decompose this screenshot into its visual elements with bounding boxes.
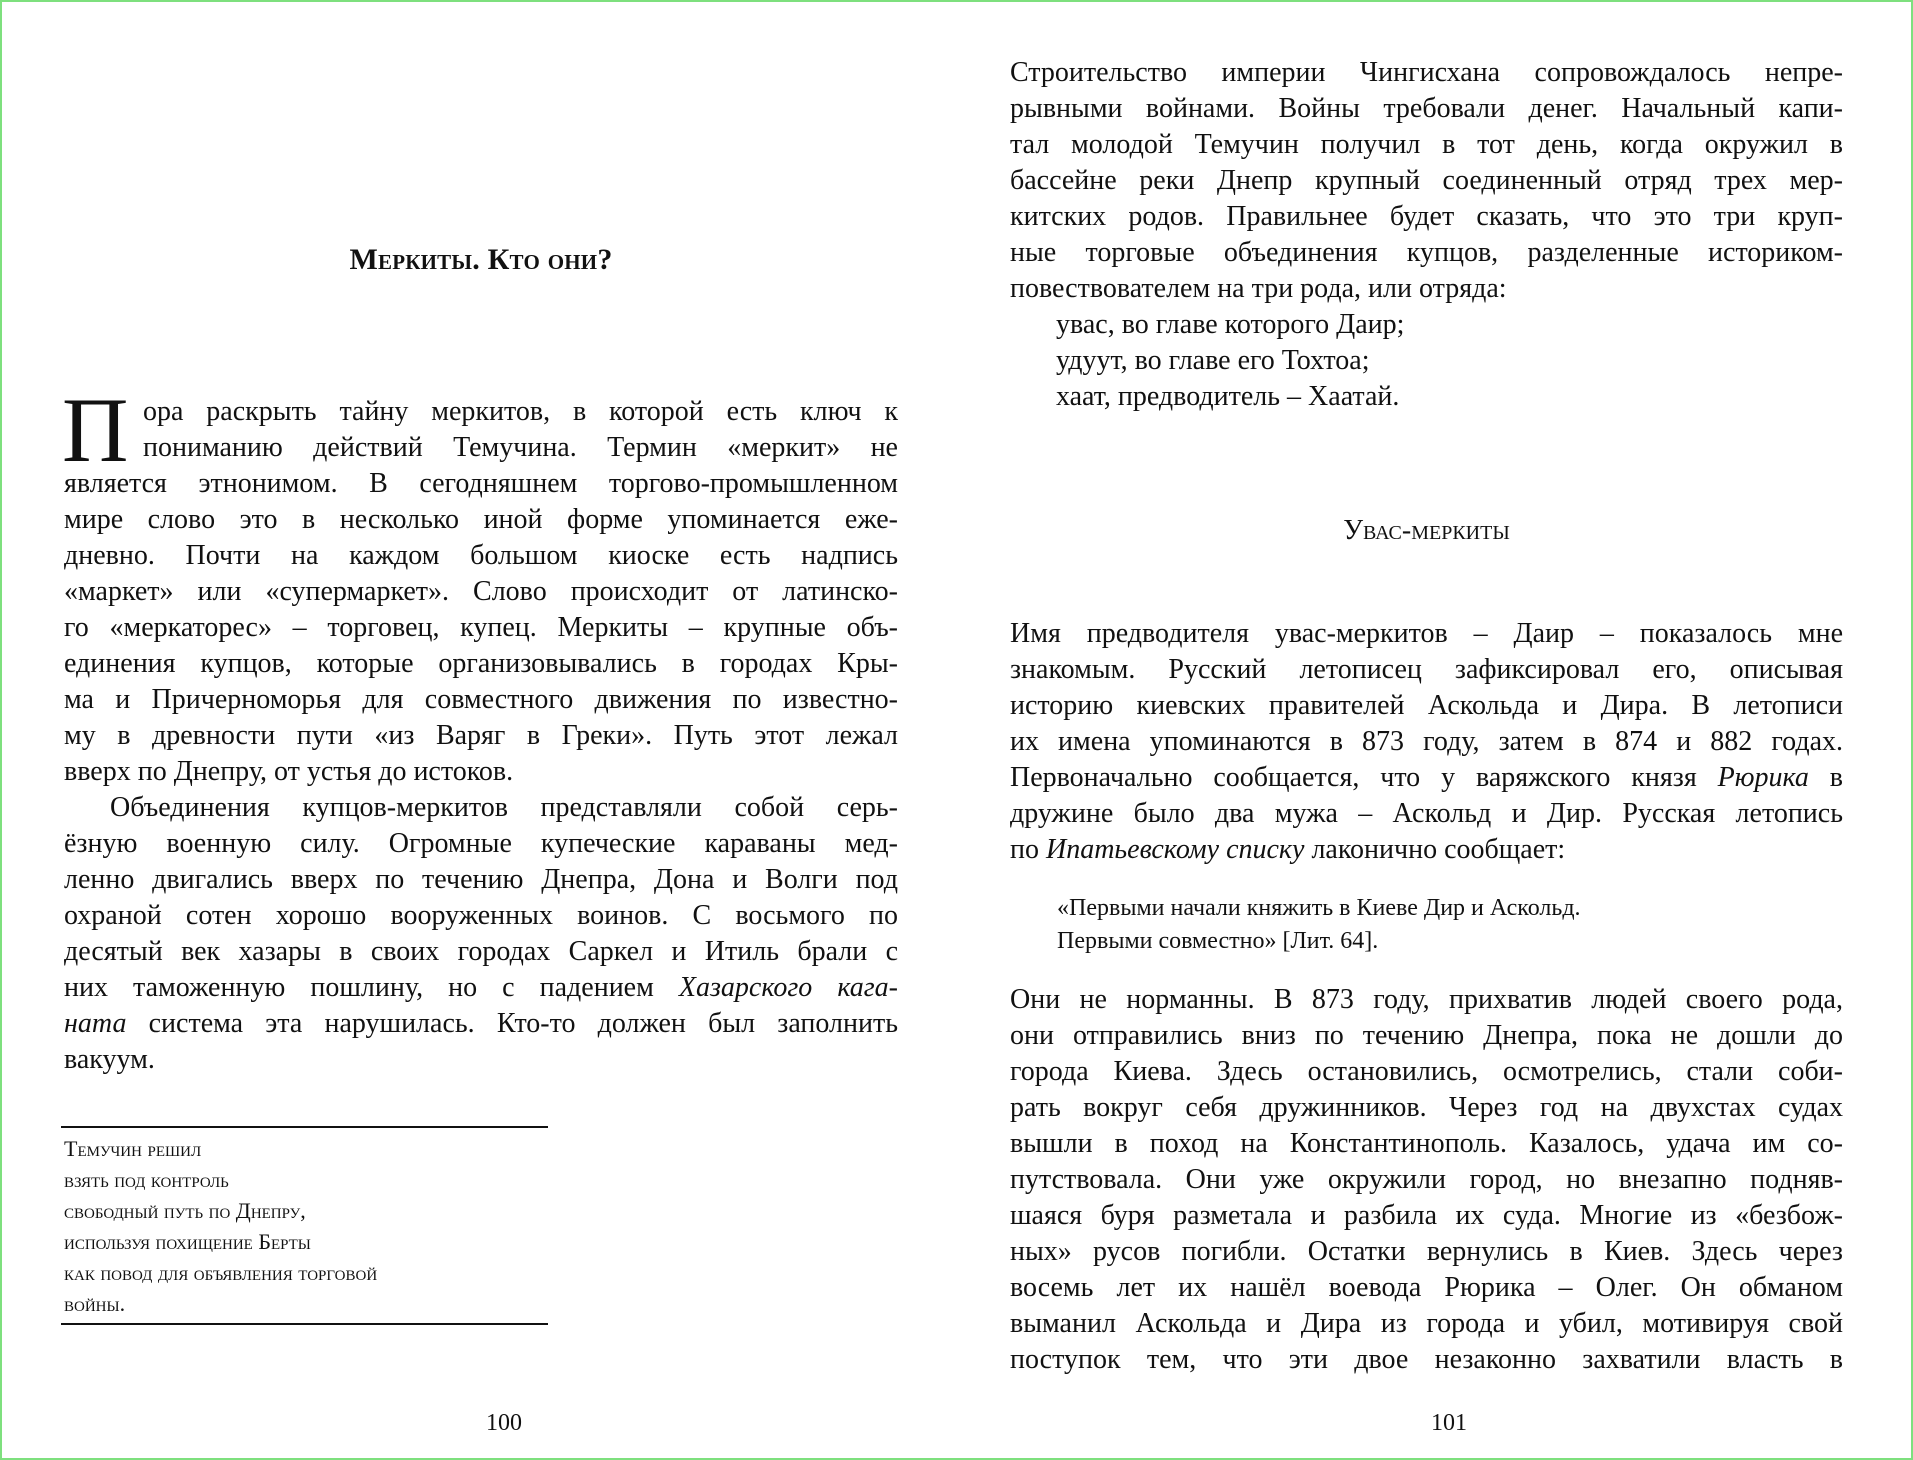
text-line — [1010, 1054, 1843, 1090]
text-span: китских родов. Правильнее будет сказать, что это три круп- — [1010, 201, 1843, 232]
text-line — [1010, 724, 1843, 760]
italic-text: Ипатьевскому списку — [1045, 834, 1305, 865]
chronicle-quote — [1057, 892, 1581, 958]
text-span: в — [1808, 762, 1843, 793]
text-line — [64, 1042, 898, 1078]
text-span: мире слово это в несколько иной форме упоминается еже- — [64, 504, 898, 535]
text-span: восемь лет их нашёл воевода Рюрика – Олег. Он обманом — [1010, 1272, 1843, 1303]
text-span: поступок тем, что эти двое незаконно захватили власть в — [1010, 1344, 1843, 1375]
clan-list — [1010, 307, 1843, 415]
text-line — [1010, 199, 1843, 235]
text-span: вверх по Днепру, от устья до истоков. — [64, 756, 514, 787]
pull-quote-line: как повод для объявления торговой — [64, 1260, 378, 1285]
text-span: му в древности пути «из Варяг в Греки». Путь этот лежал — [64, 720, 898, 751]
pull-quote-line: Темучин решил — [64, 1136, 202, 1161]
clan-item: хаат, предводитель – Хаатай. — [1056, 381, 1400, 412]
text-span: дружине было два мужа – Аскольд и Дир. Русская летопись — [1010, 798, 1843, 829]
text-span: шаяся буря разметала и разбила их суда. Многие из «безбож- — [1010, 1200, 1843, 1231]
text-line — [64, 862, 898, 898]
text-line — [64, 1006, 898, 1042]
text-line — [1010, 1198, 1843, 1234]
text-line — [1010, 163, 1843, 199]
clan-item: увас, во главе которого Даир; — [1056, 309, 1405, 340]
italic-text: ната — [64, 1008, 127, 1039]
text-span: «маркет» или «супермаркет». Слово происходит от латинско- — [64, 576, 898, 607]
text-line — [64, 970, 898, 1006]
italic-text: Хазарского кага- — [678, 972, 898, 1003]
text-span: ёзную военную силу. Огромные купеческие караваны мед- — [64, 828, 898, 859]
text-line — [64, 646, 898, 682]
text-span: их имена упоминаются в 873 году, затем в 874 и 882 годах. — [1010, 726, 1843, 757]
section-heading: Увас-меркиты — [1343, 515, 1510, 546]
text-line — [1010, 235, 1843, 271]
text-span: ора раскрыть тайну меркитов, в которой есть ключ к — [143, 396, 898, 427]
text-line — [1010, 1162, 1843, 1198]
text-span: дневно. Почти на каждом большом киоске есть надпись — [64, 540, 898, 571]
pull-quote-line: войны. — [64, 1291, 126, 1316]
text-span: Объединения купцов-меркитов представляли собой серь- — [110, 792, 898, 823]
text-line — [64, 466, 898, 502]
text-line — [64, 790, 898, 826]
text-span: по — [1010, 834, 1046, 865]
page-number-left: 100 — [486, 1410, 522, 1436]
text-span: бассейне реки Днепр крупный соединенный отряд трех мер- — [1010, 165, 1843, 196]
text-line — [64, 610, 898, 646]
text-line — [64, 934, 898, 970]
text-line — [1010, 55, 1843, 91]
italic-text: Рюрика — [1717, 762, 1809, 793]
text-line — [143, 394, 898, 430]
text-span: вышли в поход на Константинополь. Казалось, удача им со- — [1010, 1128, 1843, 1159]
text-span: ма и Причерноморья для совместного движения по известно- — [64, 684, 898, 715]
text-line — [1010, 832, 1843, 868]
text-line — [1010, 127, 1843, 163]
drop-cap: П — [62, 379, 129, 481]
text-span: Имя предводителя увас-меркитов – Даир – показалось мне — [1010, 618, 1843, 649]
text-span: ленно двигались вверх по течению Днепра, Дона и Волги под — [64, 864, 898, 895]
text-line — [143, 430, 898, 466]
text-span: единения купцов, которые организовывались в городах Кры- — [64, 648, 898, 679]
text-line — [1010, 1234, 1843, 1270]
quote-line: Первыми совместно» [Лит. 64]. — [1057, 928, 1379, 954]
text-line — [64, 502, 898, 538]
text-line — [1010, 271, 1843, 307]
text-span: ные торговые объединения купцов, разделенные историком- — [1010, 237, 1843, 268]
text-line — [1010, 982, 1843, 1018]
text-span: Строительство империи Чингисхана сопровождалось непре- — [1010, 57, 1843, 88]
paragraph-1 — [64, 466, 898, 790]
text-line — [1010, 1090, 1843, 1126]
text-line — [64, 718, 898, 754]
text-span: они отправились вниз по течению Днепра, пока не дошли до — [1010, 1020, 1843, 1051]
text-line — [1010, 688, 1843, 724]
text-span: путствовала. Они уже окружили город, но внезапно подняв- — [1010, 1164, 1843, 1195]
text-span: лаконично сообщает: — [1304, 834, 1566, 865]
text-span: вакуум. — [64, 1044, 155, 1075]
text-span: рать вокруг себя дружинников. Через год на двухстах судах — [1010, 1092, 1843, 1123]
quote-line: «Первыми начали княжить в Киеве Дир и Аскольд. — [1057, 895, 1581, 921]
right-paragraph-2 — [1010, 616, 1843, 868]
paragraph-2 — [64, 790, 898, 1078]
pull-quote-line: используя похищение Берты — [64, 1229, 311, 1254]
text-span: историю киевских правителей Аскольда и Дира. В летописи — [1010, 690, 1843, 721]
text-span: пониманию действий Темучина. Термин «меркит» не — [143, 432, 898, 463]
text-span: города Киева. Здесь остановились, осмотрелись, стали соби- — [1010, 1056, 1843, 1087]
text-line — [64, 898, 898, 934]
pull-quote-line: взять под контроль — [64, 1167, 229, 1192]
chapter-title: Меркиты. Кто они? — [349, 243, 613, 276]
page-number-right: 101 — [1431, 1410, 1467, 1436]
text-line — [1010, 91, 1843, 127]
right-paragraph-1 — [1010, 55, 1843, 307]
text-line — [64, 754, 898, 790]
text-span: является этнонимом. В сегодняшнем торгово-промышленном — [64, 468, 898, 499]
text-span: го «меркаторес» – торговец, купец. Меркиты – крупные объ- — [64, 612, 898, 643]
text-line — [64, 826, 898, 862]
text-line — [64, 538, 898, 574]
right-paragraph-3 — [1010, 982, 1843, 1378]
text-line — [1010, 760, 1843, 796]
pull-quote — [61, 1126, 548, 1325]
text-line — [1010, 652, 1843, 688]
text-span: ных» русов погибли. Остатки вернулись в Киев. Здесь через — [1010, 1236, 1843, 1267]
text-span: Они не норманны. В 873 году, прихватив людей своего рода, — [1010, 984, 1843, 1015]
text-line — [1010, 1342, 1843, 1378]
text-span: охраной сотен хорошо вооруженных воинов. С восьмого по — [64, 900, 898, 931]
text-span: них таможенную пошлину, но с падением — [64, 972, 679, 1003]
text-span: Первоначально сообщается, что у варяжского князя — [1010, 762, 1718, 793]
text-span: рывными войнами. Войны требовали денег. Начальный капи- — [1010, 93, 1843, 124]
text-line — [1010, 796, 1843, 832]
text-span: система эта нарушилась. Кто-то должен был заполнить — [126, 1008, 898, 1039]
clan-item: удуут, во главе его Тохтоа; — [1056, 345, 1370, 376]
text-line — [1010, 616, 1843, 652]
text-span: выманил Аскольда и Дира из города и убил, мотивируя свой — [1010, 1308, 1843, 1339]
paragraph-1-opening — [143, 394, 898, 466]
text-line — [64, 682, 898, 718]
text-line — [1010, 1306, 1843, 1342]
text-span: десятый век хазары в своих городах Саркел и Итиль брали с — [64, 936, 898, 967]
text-line — [1010, 1018, 1843, 1054]
text-line — [1010, 1270, 1843, 1306]
text-span: повествователем на три рода, или отряда: — [1010, 273, 1507, 304]
text-line — [64, 574, 898, 610]
text-span: тал молодой Темучин получил в тот день, когда окружил в — [1010, 129, 1843, 160]
text-span: знакомым. Русский летописец зафиксировал его, описывая — [1010, 654, 1843, 685]
pull-quote-line: свободный путь по Днепру, — [64, 1198, 306, 1223]
text-line — [1010, 1126, 1843, 1162]
